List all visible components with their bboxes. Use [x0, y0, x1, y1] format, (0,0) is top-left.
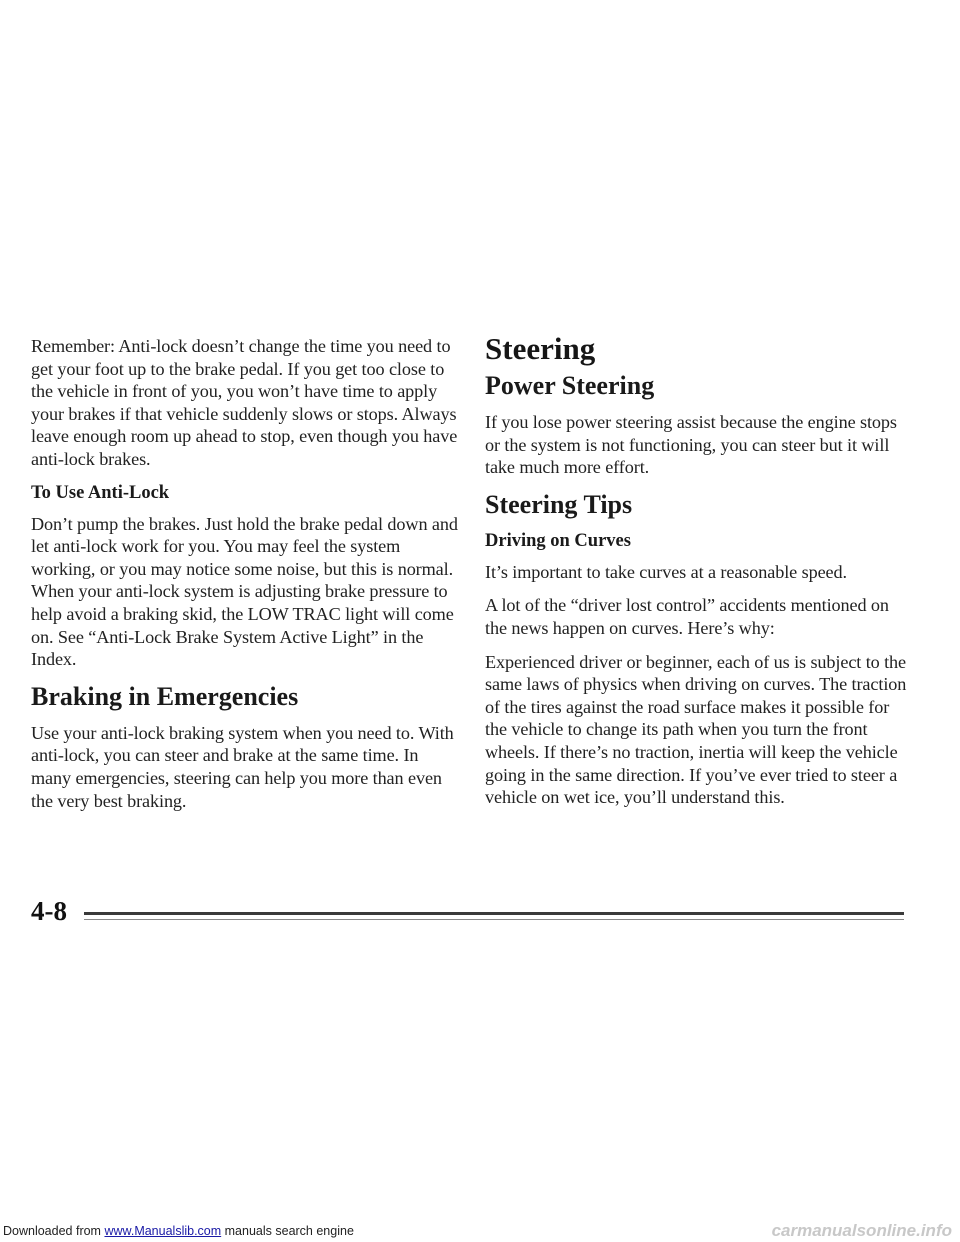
page-number: 4-8: [31, 896, 67, 926]
watermark: carmanualsonline.info: [771, 1221, 952, 1240]
left-column: [31, 335, 461, 823]
driving-on-curves-heading: Driving on Curves: [485, 530, 631, 551]
steering-tips-heading: Steering Tips: [485, 489, 633, 519]
to-use-anti-lock-heading: To Use Anti-Lock: [31, 482, 170, 503]
curves-paragraph-2: A lot of the “driver lost control” accidents mentioned on the news happen on curves. Here’s why:: [485, 595, 889, 638]
power-steering-paragraph: If you lose power steering assist because the engine stops or the system is not functioning, you can steer but it will take much more effort.: [485, 412, 897, 478]
curves-paragraph-3: Experienced driver or beginner, each of us is subject to the same laws of physics when driving on curves. The traction of the tires against the road surface makes it possible for the vehicle to change its path when you turn the front wheels. If there’s no traction, inertia will keep the vehicle going in the same direction. If you’ve ever tried to steer a vehicle on wet ice, you’ll understand this.: [485, 651, 907, 808]
manualslib-link[interactable]: www.Manualslib.com: [104, 1224, 222, 1238]
braking-emergencies-heading: Braking in Emergencies: [31, 681, 299, 711]
power-steering-heading: Power Steering: [485, 371, 655, 400]
to-use-anti-lock-paragraph: Don’t pump the brakes. Just hold the brake pedal down and let anti-lock work for you. You may feel the system working, or you may notice some noise, but this is normal. When your anti-lock system is adjusting brake pressure to help avoid a braking skid, the LOW TRAC light will come on. See “Anti-Lock Brake System Active Light” in the Index.: [31, 513, 458, 670]
download-suffix: manuals search engine: [221, 1224, 354, 1238]
steering-heading: Steering: [485, 331, 596, 366]
right-column: [485, 331, 915, 820]
footer-rule-thin: [84, 919, 904, 920]
intro-paragraph: Remember: Anti-lock doesn’t change the time you need to get your foot up to the brake pedal. If you get too close to the vehicle in front of you, you won’t have time to apply your brakes if that vehicle suddenly slows or stops. Always leave enough room up ahead to stop, even though you have anti-lock brakes.: [31, 336, 458, 469]
curves-paragraph-1: It’s important to take curves at a reasonable speed.: [485, 561, 847, 582]
download-prefix: Downloaded from: [3, 1224, 105, 1238]
footer-rule: [84, 912, 904, 915]
braking-emergencies-paragraph: Use your anti-lock braking system when you need to. With anti-lock, you can steer and brake at the same time. In many emergencies, steering can help you more than even the very best braking.: [31, 722, 454, 811]
download-source-line: [3, 1224, 354, 1238]
